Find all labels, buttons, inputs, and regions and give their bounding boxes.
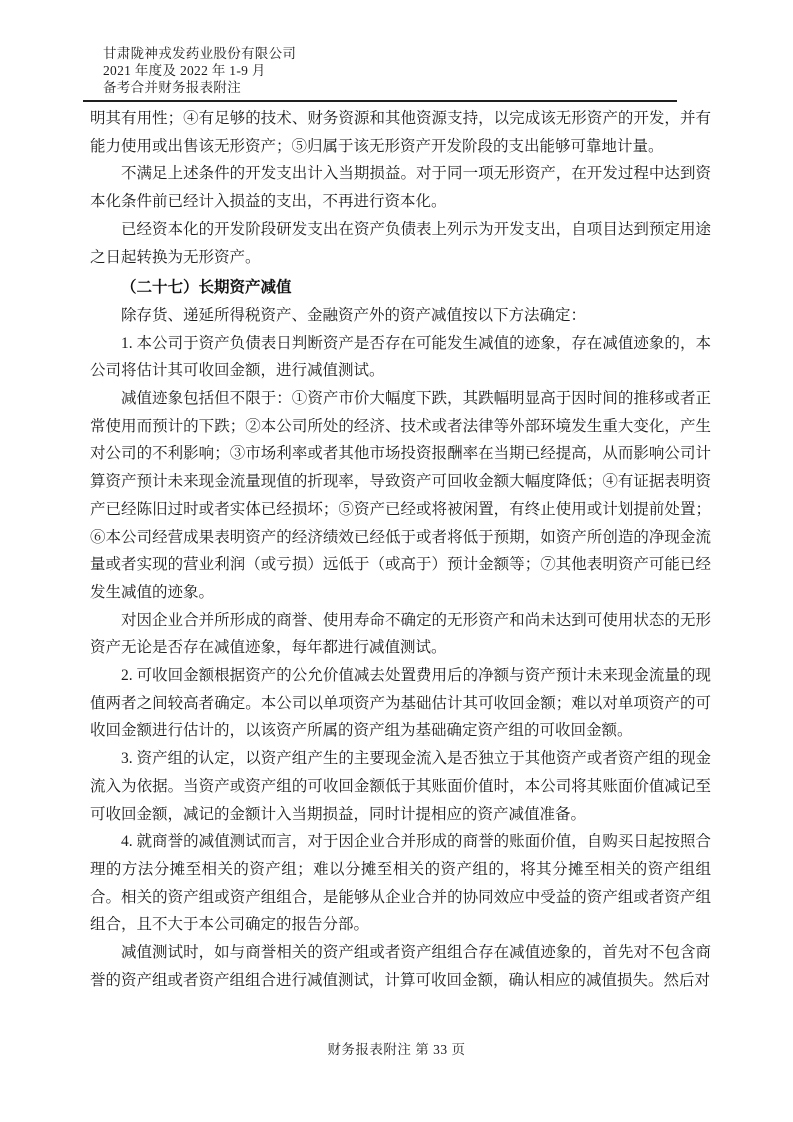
paragraph: 除存货、递延所得税资产、金融资产外的资产减值按以下方法确定：	[121, 306, 587, 324]
page-header	[83, 46, 677, 102]
company-name: 甘肃陇神戎发药业股份有限公司	[103, 46, 297, 61]
document-title: 备考合并财务报表附注	[103, 79, 241, 95]
paragraph: 对因企业合并所形成的商誉、使用寿命不确定的无形资产和尚未达到可使用状态的无形资产无论是否存在减值迹象，每年都进行减值测试。	[90, 611, 711, 657]
paragraph: 1. 本公司于资产负债表日判断资产是否存在可能发生减值的迹象，存在减值迹象的，本公司将估计其可收回金额，进行减值测试。	[90, 334, 711, 380]
report-period: 2021 年度及 2022 年 1-9 月	[103, 62, 266, 78]
section-heading: （二十七）长期资产减值	[121, 279, 292, 297]
paragraph-continuation: 明其有用性；④有足够的技术、财务资源和其他资源支持，以完成该无形资产的开发，并有能力使用或出售该无形资产；⑤归属于该无形资产开发阶段的支出能够可靠地计量。	[90, 110, 711, 155]
paragraph: 已经资本化的开发阶段研发支出在资产负债表上列示为开发支出，自项目达到预定用途之日起转换为无形资产。	[90, 220, 711, 266]
paragraph: 2. 可收回金额根据资产的公允价值减去处置费用后的净额与资产预计未来现金流量的现值两者之间较高者确定。本公司以单项资产为基础估计其可收回金额；难以对单项资产的可收回金额进行估计的，以该资产所属的资产组为基础确定资产组的可收回金额。	[90, 667, 711, 740]
paragraph: 减值测试时，如与商誉相关的资产组或者资产组组合存在减值迹象的，首先对不包含商誉的资产组或者资产组组合进行减值测试，计算可收回金额，确认相应的减值损失。然后对	[90, 944, 711, 989]
page-footer: 财务报表附注 第 33 页	[327, 1042, 466, 1057]
document-body	[90, 105, 711, 995]
paragraph: 减值迹象包括但不限于：①资产市价大幅度下跌，其跌幅明显高于因时间的推移或者正常使用而预计的下跌；②本公司所处的经济、技术或者法律等外部环境发生重大变化，产生对公司的不利影响；③市场利率或者其他市场投资报酬率在当期已经提高，从而影响公司计算资产预计未来现金流量现值的折现率，导致资产可回收金额大幅度降低；④有证据表明资产已经陈旧过时或者实体已经损坏；⑤资产已经或将被闲置，有终止使用或计划提前处置；⑥本公司经营成果表明资产的经济绩效已经低于或者将低于预期，如资产所创造的净现金流量或者实现的营业利润（或亏损）远低于（或高于）预计金额等；⑦其他表明资产可能已经发生减值的迹象。	[90, 390, 711, 601]
paragraph: 3. 资产组的认定，以资产组产生的主要现金流入是否独立于其他资产或者资产组的现金流入为依据。当资产或资产组的可收回金额低于其账面价值时，本公司将其账面价值减记至可收回金额，减记的金额计入当期损益，同时计提相应的资产减值准备。	[90, 750, 711, 823]
paragraph: 4. 就商誉的减值测试而言，对于因企业合并形成的商誉的账面价值，自购买日起按照合理的方法分摊至相关的资产组；难以分摊至相关的资产组的，将其分摊至相关的资产组组合。相关的资产组或资产组组合，是能够从企业合并的协同效应中受益的资产组或者资产组组合，且不大于本公司确定的报告分部。	[90, 833, 711, 934]
paragraph: 不满足上述条件的开发支出计入当期损益。对于同一项无形资产，在开发过程中达到资本化条件前已经计入损益的支出，不再进行资本化。	[90, 165, 711, 211]
